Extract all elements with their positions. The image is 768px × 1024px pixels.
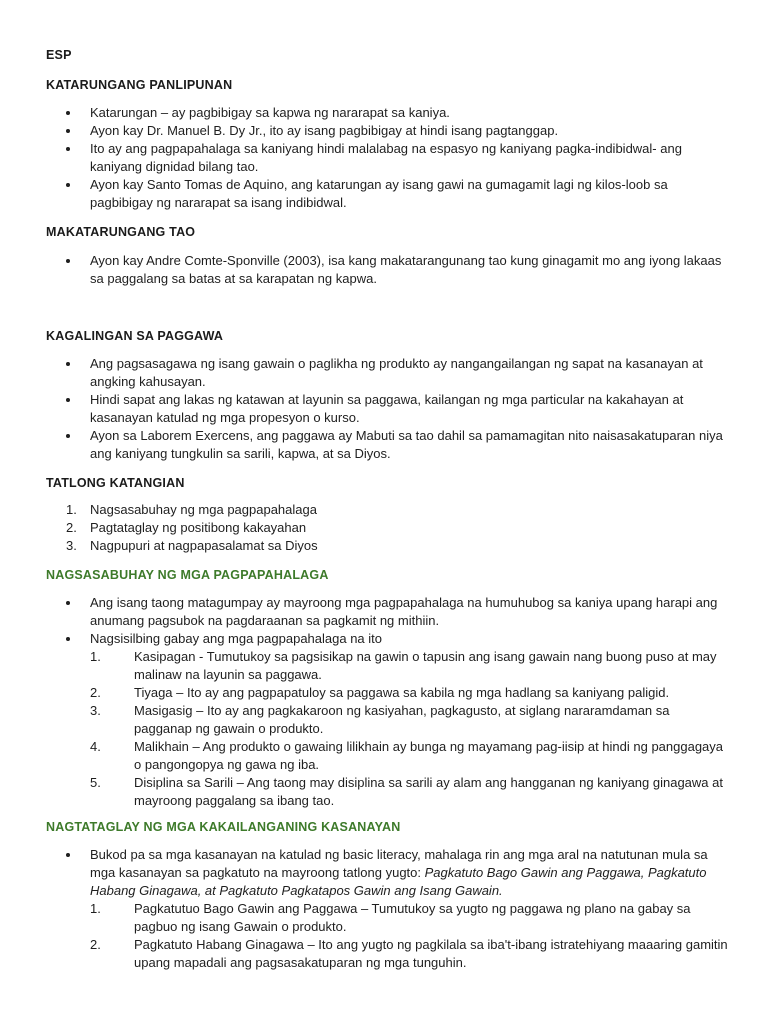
sub-list-item: 1. Pagkatutuo Bago Gawin ang Paggawa – Tumutukoy sa yugto ng paggawa ng plano na gabay sa pagbuo ng isang Gawain o produkto. bbox=[90, 901, 691, 934]
list-number: 1. bbox=[90, 649, 101, 664]
list-number: 1. bbox=[66, 502, 77, 517]
list-item: Nagsisilbing gabay ang mga pagpapahalaga na ito 1. Kasipagan - Tumutukoy sa pagsisikap na gawin o tapusin ang isang gawain nang buong puso at may malinaw na layunin sa paggawa. 2. Tiyaga – Ito ay ang pagpapatuloy sa paggawa sa kabila ng mga hadlang sa kaniyang paligid. 3. Masigasig – Ito ay ang pagkakaroon ng kasiyahan, pagkagusto, at siglang nararamdaman sa pagganap ng gawain o produkto. 4. Malikhain – Ang produkto o gawaing lilikhain ay bunga ng mayamang pag-iisip at hindi ng panggagaya o pangongopya ng gawa ng iba. 5. Disiplina sa Sarili – Ang taong may disiplina sa sarili ay alam ang hangganan ng kaniyang ginagawa at mayroong paggalang sa ibang tao. bbox=[46, 630, 730, 810]
list-item: Bukod pa sa mga kasanayan na katulad ng basic literacy, mahalaga rin ang mga aral na natutunan mula sa mga kasanayan sa pagkatuto na mayroong tatlong yugto: Pagkatuto Bago Gawin ang Paggawa, Pagkatuto Habang Ginagawa, at Pagkatuto Pagkatapos Gawin ang Isang Gawain. 1. Pagkatutuo Bago Gawin ang Paggawa – Tumutukoy sa yugto ng paggawa ng plano na gabay sa pagbuo ng isang Gawain o produkto. 2. Pagkatuto Habang Ginagawa – Ito ang yugto ng pagkilala sa iba't-ibang istratehiyang maaaring gamitin upang mapadali ang pagsasakatuparan ng mga tunguhin. bbox=[46, 846, 730, 972]
list-item: Ang pagsasagawa ng isang gawain o paglikha ng produkto ay nangangailangan ng sapat na kasanayan at angking kahusayan. bbox=[90, 356, 703, 389]
list-item: Ayon sa Laborem Exercens, ang paggawa ay Mabuti sa tao dahil sa pamamagitan nito naisasakatuparan niya ang kaniyang tungkulin sa sarili, kapwa, at sa Diyos. bbox=[90, 428, 723, 461]
list-item: Katarungan – ay pagbibigay sa kapwa ng nararapat sa kaniya. bbox=[90, 105, 450, 120]
list-item: Ayon kay Dr. Manuel B. Dy Jr., ito ay isang pagbibigay at hindi isang pagtanggap. bbox=[90, 123, 559, 138]
list-item: Ayon kay Santo Tomas de Aquino, ang katarungan ay isang gawi na gumagamit lagi ng kilos-loob sa pagbibigay ng nararapat sa isang indibidwal. bbox=[90, 177, 668, 210]
list-number: 2. bbox=[90, 685, 101, 700]
list-nagtataglay bbox=[46, 846, 730, 972]
list-item: Ito ay ang pagpapahalaga sa kaniyang hindi malalabag na espasyo ng kaniyang pagka-indibidwal- ang kaniyang dignidad bilang tao. bbox=[90, 141, 682, 174]
sub-list-item: 5. Disiplina sa Sarili – Ang taong may disiplina sa sarili ay alam ang hangganan ng kaniyang ginagawa at mayroong paggalang sa ibang tao. bbox=[90, 775, 723, 808]
list-number: 3. bbox=[90, 703, 101, 718]
list-number: 1. bbox=[90, 901, 101, 916]
sub-list-pagpapahalaga bbox=[90, 648, 730, 810]
list-number: 4. bbox=[90, 739, 101, 754]
list-makatarungang-tao bbox=[46, 252, 730, 288]
list-item: 3. Nagpupuri at nagpapasalamat sa Diyos bbox=[66, 538, 318, 553]
list-nagsasabuhay bbox=[46, 594, 730, 810]
heading-makatarungang-tao: MAKATARUNGANG TAO bbox=[46, 225, 196, 239]
sub-list-item: 1. Kasipagan - Tumutukoy sa pagsisikap na gawin o tapusin ang isang gawain nang buong puso at may malinaw na layunin sa paggawa. bbox=[90, 649, 717, 682]
sub-list-item: 2. Tiyaga – Ito ay ang pagpapatuloy sa paggawa sa kabila ng mga hadlang sa kaniyang paligid. bbox=[90, 685, 670, 700]
list-katarungang-panlipunan bbox=[46, 104, 730, 212]
list-item: Ang isang taong matagumpay ay mayroong mga pagpapahalaga na humuhubog sa kaniya upang harapi ang anumang pagsubok na pagdaraanan sa pagkamit ng mithiin. bbox=[90, 595, 718, 628]
heading-katarungang-panlipunan: KATARUNGANG PANLIPUNAN bbox=[46, 78, 233, 92]
sub-list-item: 4. Malikhain – Ang produkto o gawaing lilikhain ay bunga ng mayamang pag-iisip at hindi ng panggagaya o pangongopya ng gawa ng iba. bbox=[90, 739, 724, 772]
heading-kagalingan-sa-paggawa: KAGALINGAN SA PAGGAWA bbox=[46, 329, 224, 343]
list-kagalingan-sa-paggawa bbox=[46, 355, 730, 463]
sub-list-item: 3. Masigasig – Ito ay ang pagkakaroon ng kasiyahan, pagkagusto, at siglang nararamdaman sa pagganap ng gawain o produkto. bbox=[90, 703, 670, 736]
sub-list-pagkatuto bbox=[90, 900, 730, 972]
heading-nagtataglay: NAGTATAGLAY NG MGA KAKAILANGANING KASANAYAN bbox=[46, 820, 401, 834]
sub-list-item: 2. Pagkatuto Habang Ginagawa – Ito ang yugto ng pagkilala sa iba't-ibang istratehiyang maaaring gamitin upang mapadali ang pagsasakatuparan ng mga tunguhin. bbox=[90, 937, 728, 970]
heading-nagsasabuhay: NAGSASABUHAY NG MGA PAGPAPAHALAGA bbox=[46, 568, 329, 582]
list-item: 2. Pagtataglay ng positibong kakayahan bbox=[66, 520, 307, 535]
list-number: 2. bbox=[66, 520, 77, 535]
list-item: 1. Nagsasabuhay ng mga pagpapahalaga bbox=[66, 502, 317, 517]
list-number: 5. bbox=[90, 775, 101, 790]
list-number: 3. bbox=[66, 538, 77, 553]
subject-heading: ESP bbox=[46, 48, 72, 62]
list-item: Hindi sapat ang lakas ng katawan at layunin sa paggawa, kailangan ng mga particular na kakahayan at kasanayan katulad ng mga propesyon o kurso. bbox=[90, 392, 684, 425]
list-tatlong-katangian bbox=[46, 501, 730, 555]
heading-tatlong-katangian: TATLONG KATANGIAN bbox=[46, 476, 185, 490]
list-number: 2. bbox=[90, 937, 101, 952]
list-item: Ayon kay Andre Comte-Sponville (2003), isa kang makatarangunang tao kung ginagamit mo ang iyong lakaas sa paggalang sa batas at sa karapatan ng kapwa. bbox=[90, 253, 722, 286]
